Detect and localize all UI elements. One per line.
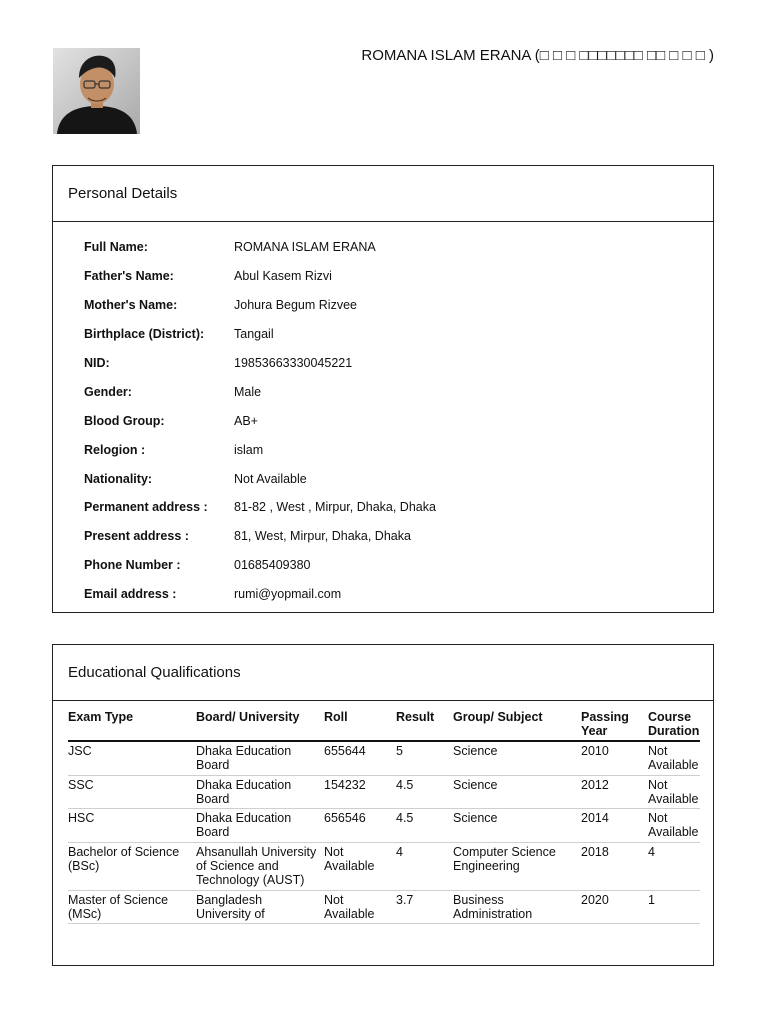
personal-row-mother-name: [53, 291, 713, 320]
table-cell: 655644: [324, 741, 396, 775]
table-row: [68, 842, 700, 890]
table-cell: 3.7: [396, 890, 453, 924]
field-label: Full Name:: [84, 240, 148, 255]
table-cell: 4.5: [396, 809, 453, 843]
personal-row-permanent-address: [53, 493, 713, 522]
column-header-exam-type: Exam Type: [68, 709, 196, 741]
table-cell: 2014: [581, 809, 648, 843]
table-cell: Dhaka Education Board: [196, 809, 324, 843]
table-header-row: [68, 709, 700, 741]
table-cell: Dhaka Education Board: [196, 775, 324, 809]
table-cell: Bangladesh University of: [196, 890, 324, 924]
field-label: Phone Number :: [84, 558, 181, 573]
column-header-course-duration: Course Duration: [648, 709, 700, 741]
table-cell: Not Available: [324, 890, 396, 924]
column-header-passing-year: Passing Year: [581, 709, 648, 741]
field-label: Mother's Name:: [84, 298, 178, 313]
field-value: Johura Begum Rizvee: [234, 298, 357, 313]
field-label: Relogion :: [84, 442, 146, 457]
field-label: Father's Name:: [84, 269, 174, 284]
educational-qualifications-title: Educational Qualifications: [53, 645, 713, 701]
field-value: 19853663330045221: [234, 356, 353, 370]
table-row: [68, 741, 700, 775]
educational-qualifications-card: [52, 644, 714, 966]
table-cell: 4: [648, 842, 700, 890]
field-label: Blood Group:: [84, 413, 165, 428]
field-value: 81, West, Mirpur, Dhaka, Dhaka: [234, 529, 411, 544]
table-cell: Science: [453, 741, 581, 775]
field-value: 01685409380: [234, 558, 311, 573]
personal-details-title: Personal Details: [53, 166, 713, 222]
table-cell: 2012: [581, 775, 648, 809]
field-label: Gender:: [84, 384, 132, 399]
field-label: Birthplace (District):: [84, 327, 205, 342]
personal-details-card: [52, 165, 714, 613]
field-label: Nationality:: [84, 471, 153, 486]
table-cell: 5: [396, 741, 453, 775]
personal-row-birthplace: [53, 320, 713, 349]
table-cell: 2020: [581, 890, 648, 924]
field-label: NID:: [84, 356, 110, 370]
table-cell: Not Available: [648, 741, 700, 775]
table-cell: Science: [453, 809, 581, 843]
field-label: Email address :: [84, 587, 177, 602]
table-cell: HSC: [68, 809, 196, 843]
field-value: rumi@yopmail.com: [234, 587, 342, 602]
field-value: 81-82 , West , Mirpur, Dhaka, Dhaka: [234, 500, 436, 515]
table-cell: 4.5: [396, 775, 453, 809]
table-cell: Dhaka Education Board: [196, 741, 324, 775]
field-label: Permanent address :: [84, 500, 208, 515]
personal-row-religion: [53, 435, 713, 464]
table-cell: Not Available: [648, 775, 700, 809]
profile-photo: [53, 48, 140, 134]
education-table: [68, 709, 700, 924]
personal-row-nationality: [53, 464, 713, 493]
column-header-group: Group/ Subject: [453, 709, 581, 741]
person-portrait-icon: [53, 48, 140, 134]
personal-row-gender: [53, 377, 713, 406]
field-label: Present address :: [84, 529, 189, 544]
table-cell: 656546: [324, 809, 396, 843]
field-value: islam: [234, 442, 264, 457]
field-value: Not Available: [234, 471, 307, 486]
personal-row-blood-group: [53, 406, 713, 435]
field-value: Male: [234, 384, 262, 399]
personal-details-list: [53, 222, 713, 609]
personal-row-full-name: [53, 233, 713, 262]
table-cell: 2018: [581, 842, 648, 890]
column-header-board: Board/ University: [196, 709, 324, 741]
table-cell: SSC: [68, 775, 196, 809]
column-header-roll: Roll: [324, 709, 396, 741]
table-cell: JSC: [68, 741, 196, 775]
personal-row-present-address: [53, 522, 713, 551]
personal-row-father-name: [53, 262, 713, 291]
header-name: ROMANA ISLAM ERANA (□ □ □ □□□□□□□ □□ □ □ □ ): [361, 47, 714, 64]
column-header-result: Result: [396, 709, 453, 741]
table-cell: Master of Science (MSc): [68, 890, 196, 924]
table-cell: 2010: [581, 741, 648, 775]
table-row: [68, 775, 700, 809]
table-cell: Science: [453, 775, 581, 809]
table-cell: Business Administration: [453, 890, 581, 924]
table-cell: 4: [396, 842, 453, 890]
table-row: [68, 809, 700, 843]
table-cell: Computer Science Engineering: [453, 842, 581, 890]
table-row: [68, 890, 700, 924]
table-cell: Ahsanullah University of Science and Technology (AUST): [196, 842, 324, 890]
table-cell: 154232: [324, 775, 396, 809]
table-cell: 1: [648, 890, 700, 924]
table-cell: Bachelor of Science (BSc): [68, 842, 196, 890]
field-value: AB+: [234, 413, 258, 428]
field-value: Tangail: [234, 327, 274, 342]
table-cell: Not Available: [648, 809, 700, 843]
field-value: Abul Kasem Rizvi: [234, 269, 332, 284]
personal-row-nid: [53, 349, 713, 378]
personal-row-phone: [53, 551, 713, 580]
personal-row-email: [53, 580, 713, 609]
field-value: ROMANA ISLAM ERANA: [234, 240, 376, 255]
table-cell: Not Available: [324, 842, 396, 890]
